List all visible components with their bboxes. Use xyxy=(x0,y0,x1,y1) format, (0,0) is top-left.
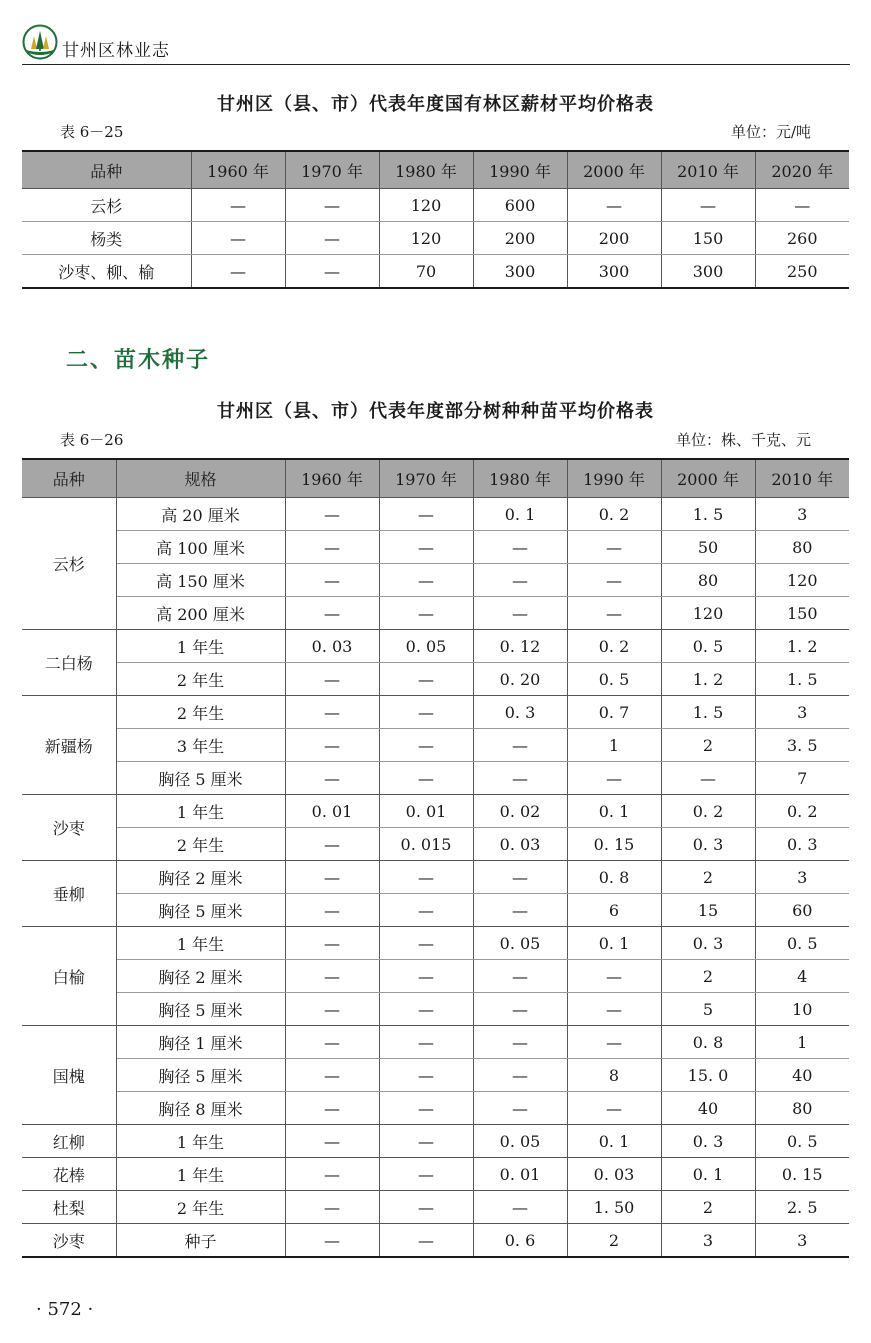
price-cell: 70 xyxy=(379,255,473,289)
price-cell: — xyxy=(379,531,473,564)
column-header: 1970 年 xyxy=(379,459,473,498)
spec-cell: 胸径 5 厘米 xyxy=(116,762,285,795)
price-cell: 2 xyxy=(567,1224,661,1258)
spec-cell: 高 20 厘米 xyxy=(116,498,285,531)
price-cell: — xyxy=(379,960,473,993)
table-row xyxy=(22,729,849,762)
price-cell: 40 xyxy=(755,1059,849,1092)
spec-cell: 1 年生 xyxy=(116,630,285,663)
column-header: 2000 年 xyxy=(567,151,661,189)
price-cell: — xyxy=(285,663,379,696)
table-row xyxy=(22,795,849,828)
price-cell: — xyxy=(191,189,285,222)
price-cell: 0. 015 xyxy=(379,828,473,861)
price-cell: — xyxy=(379,861,473,894)
table-row xyxy=(22,531,849,564)
price-cell: 6 xyxy=(567,894,661,927)
table-row xyxy=(22,255,849,289)
price-cell: 1. 50 xyxy=(567,1191,661,1224)
price-cell: 0. 02 xyxy=(473,795,567,828)
price-cell: — xyxy=(567,993,661,1026)
price-cell: — xyxy=(379,597,473,630)
spec-cell: 3 年生 xyxy=(116,729,285,762)
species-cell: 国槐 xyxy=(22,1026,116,1125)
price-cell: — xyxy=(379,993,473,1026)
species-cell: 新疆杨 xyxy=(22,696,116,795)
price-cell: — xyxy=(379,564,473,597)
price-cell: 10 xyxy=(755,993,849,1026)
price-cell: 0. 3 xyxy=(661,1125,755,1158)
firewood-price-table xyxy=(22,150,849,289)
price-cell: — xyxy=(379,1026,473,1059)
page-number: · 572 · xyxy=(36,1299,94,1320)
table-row xyxy=(22,597,849,630)
table-row xyxy=(22,1224,849,1258)
price-cell: — xyxy=(285,1059,379,1092)
price-cell: 0. 2 xyxy=(567,498,661,531)
price-cell: — xyxy=(379,762,473,795)
table-row xyxy=(22,1092,849,1125)
price-cell: 7 xyxy=(755,762,849,795)
spec-cell: 2 年生 xyxy=(116,828,285,861)
price-cell: — xyxy=(567,531,661,564)
price-cell: — xyxy=(567,564,661,597)
price-cell: 0. 01 xyxy=(379,795,473,828)
price-cell: 200 xyxy=(473,222,567,255)
spec-cell: 高 150 厘米 xyxy=(116,564,285,597)
price-cell: 150 xyxy=(661,222,755,255)
price-cell: 150 xyxy=(755,597,849,630)
price-cell: 8 xyxy=(567,1059,661,1092)
section-heading: 二、苗木种子 xyxy=(66,348,211,373)
spec-cell: 高 200 厘米 xyxy=(116,597,285,630)
price-cell: 0. 15 xyxy=(755,1158,849,1191)
column-header: 规格 xyxy=(116,459,285,498)
price-cell: — xyxy=(473,1092,567,1125)
price-cell: 0. 15 xyxy=(567,828,661,861)
price-cell: — xyxy=(191,222,285,255)
price-cell: — xyxy=(285,531,379,564)
spec-cell: 1 年生 xyxy=(116,1125,285,1158)
table-row xyxy=(22,1125,849,1158)
price-cell: — xyxy=(567,960,661,993)
species-cell: 花棒 xyxy=(22,1158,116,1191)
price-cell: — xyxy=(473,894,567,927)
price-cell: 0. 8 xyxy=(567,861,661,894)
table-row xyxy=(22,828,849,861)
column-header: 1990 年 xyxy=(473,151,567,189)
spec-cell: 种子 xyxy=(116,1224,285,1258)
price-cell: 0. 20 xyxy=(473,663,567,696)
column-header: 2020 年 xyxy=(755,151,849,189)
price-cell: 1 xyxy=(755,1026,849,1059)
price-cell: — xyxy=(285,861,379,894)
price-cell: — xyxy=(567,597,661,630)
price-cell: — xyxy=(473,762,567,795)
price-cell: 3 xyxy=(755,1224,849,1258)
seedling-price-table xyxy=(22,458,849,1258)
price-cell: — xyxy=(379,927,473,960)
price-cell: — xyxy=(567,762,661,795)
price-cell: 0. 12 xyxy=(473,630,567,663)
price-cell: — xyxy=(285,564,379,597)
price-cell: — xyxy=(379,729,473,762)
price-cell: 0. 01 xyxy=(473,1158,567,1191)
spec-cell: 2 年生 xyxy=(116,663,285,696)
price-cell: — xyxy=(379,1059,473,1092)
price-cell: 1. 2 xyxy=(661,663,755,696)
price-cell: — xyxy=(379,1125,473,1158)
price-cell: 3 xyxy=(755,498,849,531)
price-cell: — xyxy=(191,255,285,289)
spec-cell: 胸径 2 厘米 xyxy=(116,960,285,993)
price-cell: — xyxy=(285,696,379,729)
price-cell: — xyxy=(473,1191,567,1224)
table-row xyxy=(22,1158,849,1191)
species-cell: 白榆 xyxy=(22,927,116,1026)
table-row xyxy=(22,1026,849,1059)
table-row xyxy=(22,894,849,927)
price-cell: — xyxy=(473,729,567,762)
price-cell: 15 xyxy=(661,894,755,927)
price-cell: 0. 7 xyxy=(567,696,661,729)
spec-cell: 胸径 1 厘米 xyxy=(116,1026,285,1059)
species-cell: 二白杨 xyxy=(22,630,116,696)
price-cell: 0. 2 xyxy=(755,795,849,828)
price-cell: 40 xyxy=(661,1092,755,1125)
table2-title: 甘州区（县、市）代表年度部分树种种苗平均价格表 xyxy=(217,401,654,422)
price-cell: — xyxy=(473,597,567,630)
species-cell: 杨类 xyxy=(22,222,191,255)
price-cell: 0. 2 xyxy=(567,630,661,663)
price-cell: — xyxy=(473,531,567,564)
table-row xyxy=(22,960,849,993)
species-cell: 沙枣 xyxy=(22,1224,116,1258)
table-row xyxy=(22,1191,849,1224)
price-cell: 0. 3 xyxy=(473,696,567,729)
price-cell: — xyxy=(473,1026,567,1059)
spec-cell: 胸径 5 厘米 xyxy=(116,894,285,927)
spec-cell: 胸径 5 厘米 xyxy=(116,1059,285,1092)
table1-number: 表 6－25 xyxy=(60,123,124,141)
price-cell: — xyxy=(661,762,755,795)
table1-title: 甘州区（县、市）代表年度国有林区薪材平均价格表 xyxy=(217,94,654,115)
price-cell: — xyxy=(285,1191,379,1224)
price-cell: 0. 3 xyxy=(755,828,849,861)
price-cell: 300 xyxy=(661,255,755,289)
column-header: 1990 年 xyxy=(567,459,661,498)
table2-unit: 单位：株、千克、元 xyxy=(675,431,811,449)
price-cell: 120 xyxy=(379,222,473,255)
table-row xyxy=(22,630,849,663)
price-cell: — xyxy=(285,993,379,1026)
price-cell: 1. 5 xyxy=(661,696,755,729)
price-cell: — xyxy=(473,564,567,597)
price-cell: — xyxy=(285,927,379,960)
price-cell: 250 xyxy=(755,255,849,289)
table-row xyxy=(22,696,849,729)
price-cell: — xyxy=(661,189,755,222)
book-title: 甘州区林业志 xyxy=(62,41,170,61)
price-cell: — xyxy=(755,189,849,222)
price-cell: — xyxy=(379,1158,473,1191)
table-row xyxy=(22,564,849,597)
price-cell: 1. 5 xyxy=(661,498,755,531)
species-cell: 垂柳 xyxy=(22,861,116,927)
price-cell: 0. 6 xyxy=(473,1224,567,1258)
price-cell: 120 xyxy=(661,597,755,630)
price-cell: — xyxy=(567,1026,661,1059)
price-cell: — xyxy=(285,255,379,289)
species-cell: 云杉 xyxy=(22,498,116,630)
column-header: 2010 年 xyxy=(755,459,849,498)
price-cell: 0. 3 xyxy=(661,927,755,960)
price-cell: — xyxy=(285,960,379,993)
price-cell: 0. 8 xyxy=(661,1026,755,1059)
price-cell: 120 xyxy=(755,564,849,597)
spec-cell: 1 年生 xyxy=(116,1158,285,1191)
price-cell: 4 xyxy=(755,960,849,993)
column-header: 2000 年 xyxy=(661,459,755,498)
species-cell: 云杉 xyxy=(22,189,191,222)
price-cell: — xyxy=(285,894,379,927)
price-cell: 260 xyxy=(755,222,849,255)
price-cell: 300 xyxy=(567,255,661,289)
price-cell: 0. 5 xyxy=(755,1125,849,1158)
column-header: 1960 年 xyxy=(191,151,285,189)
price-cell: 2. 5 xyxy=(755,1191,849,1224)
price-cell: 0. 1 xyxy=(567,795,661,828)
price-cell: 200 xyxy=(567,222,661,255)
price-cell: 0. 05 xyxy=(473,927,567,960)
price-cell: 3 xyxy=(755,696,849,729)
price-cell: — xyxy=(285,1092,379,1125)
price-cell: — xyxy=(285,597,379,630)
column-header: 1970 年 xyxy=(285,151,379,189)
price-cell: 5 xyxy=(661,993,755,1026)
table-row xyxy=(22,498,849,531)
column-header: 1980 年 xyxy=(379,151,473,189)
price-cell: 0. 03 xyxy=(473,828,567,861)
price-cell: — xyxy=(473,861,567,894)
spec-cell: 1 年生 xyxy=(116,927,285,960)
price-cell: — xyxy=(473,1059,567,1092)
column-header: 1960 年 xyxy=(285,459,379,498)
price-cell: 0. 2 xyxy=(661,795,755,828)
spec-cell: 2 年生 xyxy=(116,696,285,729)
price-cell: — xyxy=(285,498,379,531)
price-cell: 0. 1 xyxy=(473,498,567,531)
forest-logo-icon xyxy=(22,24,58,60)
price-cell: 1. 2 xyxy=(755,630,849,663)
table-row xyxy=(22,993,849,1026)
price-cell: 0. 05 xyxy=(379,630,473,663)
table-row xyxy=(22,1059,849,1092)
price-cell: 0. 03 xyxy=(567,1158,661,1191)
column-header: 品种 xyxy=(22,151,191,189)
price-cell: — xyxy=(285,729,379,762)
price-cell: 2 xyxy=(661,729,755,762)
species-cell: 沙枣、柳、榆 xyxy=(22,255,191,289)
price-cell: 80 xyxy=(661,564,755,597)
price-cell: — xyxy=(285,1224,379,1258)
price-cell: — xyxy=(285,189,379,222)
price-cell: — xyxy=(285,222,379,255)
price-cell: — xyxy=(379,696,473,729)
price-cell: 3 xyxy=(755,861,849,894)
table-row xyxy=(22,762,849,795)
spec-cell: 胸径 5 厘米 xyxy=(116,993,285,1026)
price-cell: 1 xyxy=(567,729,661,762)
price-cell: — xyxy=(379,498,473,531)
price-cell: 1. 5 xyxy=(755,663,849,696)
price-cell: 2 xyxy=(661,1191,755,1224)
price-cell: — xyxy=(285,1158,379,1191)
price-cell: 80 xyxy=(755,531,849,564)
price-cell: — xyxy=(379,1224,473,1258)
price-cell: 300 xyxy=(473,255,567,289)
table-row xyxy=(22,189,849,222)
price-cell: 0. 03 xyxy=(285,630,379,663)
spec-cell: 2 年生 xyxy=(116,1191,285,1224)
price-cell: — xyxy=(379,663,473,696)
page-header xyxy=(22,22,850,65)
table-row xyxy=(22,861,849,894)
price-cell: — xyxy=(379,1191,473,1224)
spec-cell: 胸径 8 厘米 xyxy=(116,1092,285,1125)
table1-unit: 单位：元/吨 xyxy=(730,123,811,141)
price-cell: 3 xyxy=(661,1224,755,1258)
column-header: 2010 年 xyxy=(661,151,755,189)
price-cell: 0. 5 xyxy=(567,663,661,696)
species-cell: 沙枣 xyxy=(22,795,116,861)
price-cell: 120 xyxy=(379,189,473,222)
price-cell: 600 xyxy=(473,189,567,222)
price-cell: 50 xyxy=(661,531,755,564)
price-cell: — xyxy=(567,189,661,222)
price-cell: — xyxy=(567,1092,661,1125)
price-cell: 0. 5 xyxy=(755,927,849,960)
spec-cell: 1 年生 xyxy=(116,795,285,828)
price-cell: — xyxy=(285,1026,379,1059)
table2-number: 表 6－26 xyxy=(60,431,124,449)
price-cell: 0. 1 xyxy=(567,927,661,960)
price-cell: 0. 01 xyxy=(285,795,379,828)
table-row xyxy=(22,927,849,960)
price-cell: 0. 1 xyxy=(567,1125,661,1158)
price-cell: 2 xyxy=(661,960,755,993)
price-cell: 80 xyxy=(755,1092,849,1125)
spec-cell: 高 100 厘米 xyxy=(116,531,285,564)
price-cell: — xyxy=(473,993,567,1026)
table-row xyxy=(22,663,849,696)
price-cell: — xyxy=(379,1092,473,1125)
table-row xyxy=(22,222,849,255)
spec-cell: 胸径 2 厘米 xyxy=(116,861,285,894)
price-cell: 60 xyxy=(755,894,849,927)
price-cell: 0. 1 xyxy=(661,1158,755,1191)
price-cell: — xyxy=(285,828,379,861)
price-cell: 0. 3 xyxy=(661,828,755,861)
price-cell: 2 xyxy=(661,861,755,894)
price-cell: 15. 0 xyxy=(661,1059,755,1092)
price-cell: — xyxy=(285,762,379,795)
species-cell: 红柳 xyxy=(22,1125,116,1158)
price-cell: 3. 5 xyxy=(755,729,849,762)
price-cell: — xyxy=(285,1125,379,1158)
price-cell: — xyxy=(473,960,567,993)
species-cell: 杜梨 xyxy=(22,1191,116,1224)
price-cell: — xyxy=(379,894,473,927)
price-cell: 0. 5 xyxy=(661,630,755,663)
column-header: 品种 xyxy=(22,459,116,498)
column-header: 1980 年 xyxy=(473,459,567,498)
price-cell: 0. 05 xyxy=(473,1125,567,1158)
